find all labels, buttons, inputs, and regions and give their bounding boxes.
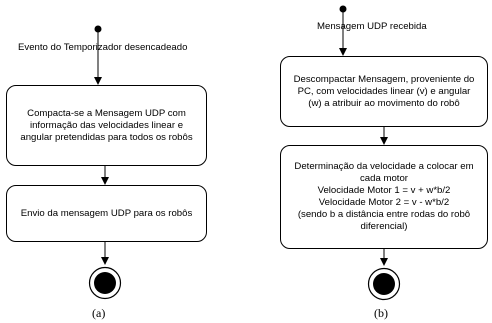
action-node-compact-message: Compacta-se a Mensagem UDP com informação das velocidades linear e angular pretendidas para todos os robôs (6, 85, 207, 166)
action-node-compute-motor-speed: Determinação da velocidade a colocar em cada motor Velocidade Motor 1 = v + w*b/2 Velocidade Motor 2 = v - w*b/2 (sendo b a distância entre rodas do robô diferencial) (280, 145, 488, 249)
end-node-a (90, 268, 121, 299)
action-node-send-udp: Envio da mensagem UDP para os robôs (6, 185, 207, 242)
caption-a: (a) (92, 306, 106, 320)
start-node-a (95, 26, 102, 33)
trigger-label-b: Mensagem UDP recebida (317, 21, 427, 32)
action-node-unpack-message: Descompactar Mensagem, proveniente do PC, com velocidades linear (v) e angular (w) a atribuir ao movimento do robô (280, 56, 488, 127)
start-node-b (340, 6, 347, 13)
end-node-b (369, 269, 400, 300)
trigger-label-a: Evento do Temporizador desencadeado (18, 42, 188, 53)
caption-b: (b) (374, 306, 388, 320)
